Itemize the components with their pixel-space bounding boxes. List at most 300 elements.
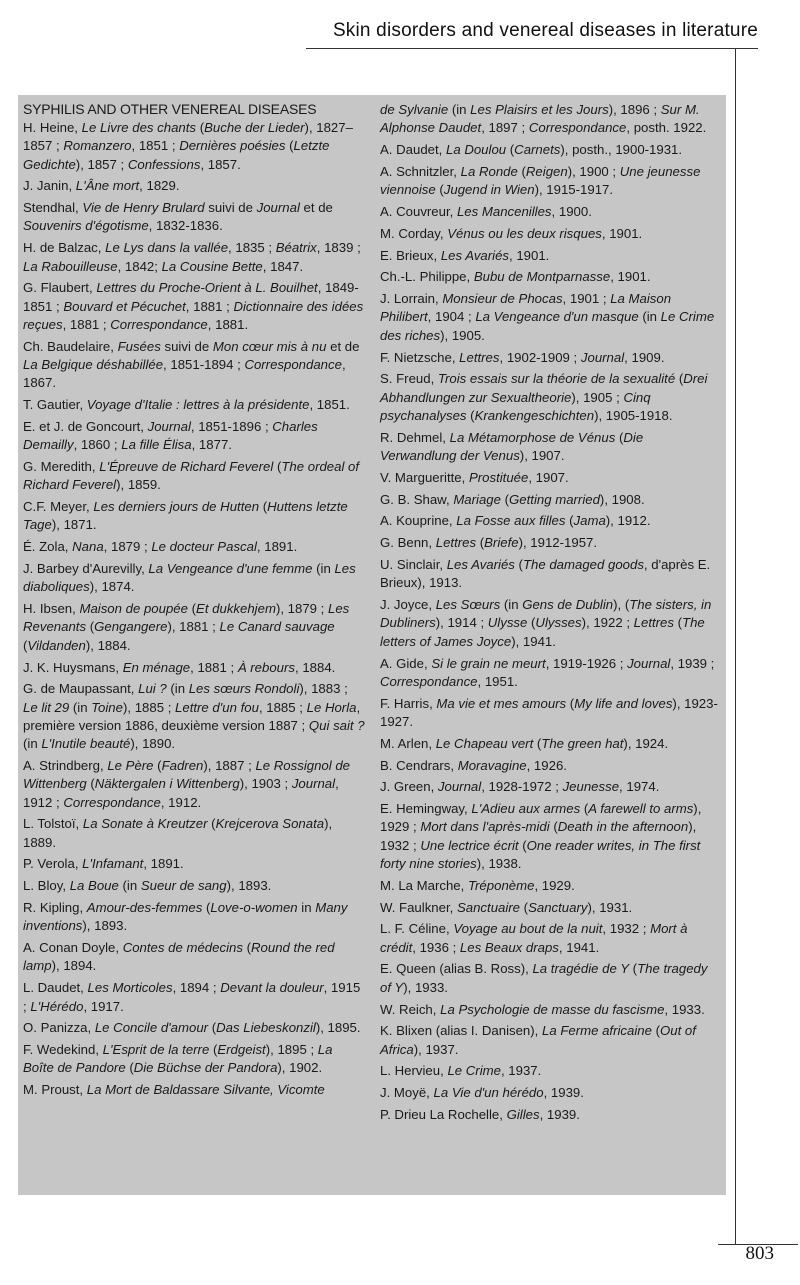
work-title: Le lit 29 [23,699,70,715]
bibliography-entry [380,778,720,796]
work-title: La Métamorphose de Vénus [449,429,616,445]
left-entry-list [23,119,365,1100]
work-title: A farewell to arms [588,801,694,817]
entry-text: , 1941. [558,939,600,955]
work-title: En ménage [122,659,191,675]
entry-author: J. Moyë, [380,1085,430,1101]
entry-author: U. Sinclair, [380,557,444,573]
entry-author: R. Kipling, [23,900,84,916]
entry-text: ( [580,801,589,817]
bibliography-entry [380,290,720,345]
work-title: Mariage [453,491,501,507]
entry-text: (in [23,736,42,752]
entry-text: , 1851-1894 ; [163,357,245,373]
bibliography-entry [380,1001,720,1019]
entry-text: , 1937. [500,1063,542,1079]
entry-text: (in [638,309,661,325]
work-title: Les Avariés [440,247,510,263]
entry-text: , 1909. [624,349,665,365]
entry-text: ( [520,899,529,915]
entry-author: E. Queen (alias B. Ross), [380,961,529,977]
entry-text: ), 1907. [519,448,565,464]
entry-text: ), 1905 ; [571,389,624,405]
bibliography-entry [380,141,720,159]
entry-text: ( [207,816,216,832]
work-title: Journal [256,200,300,216]
entry-text: , 1839 ; [316,240,361,256]
entry-text: (in [312,561,335,577]
bibliography-entry [380,534,720,552]
entry-text: , 1877. [191,437,232,453]
entry-text: , 1901. [610,269,651,285]
entry-text: ), 1912. [605,513,651,529]
entry-text: ), 1937. [413,1041,459,1057]
bibliography-entry [23,877,365,895]
bibliography-entry [23,757,365,812]
work-title: Round the red lamp [23,940,335,974]
entry-text: ( [285,138,294,154]
work-title: Gilles [506,1107,540,1123]
work-title: Many inventions [23,900,348,934]
work-title: Näktergalen i Wittenberg [94,776,240,792]
entry-text: ( [517,163,526,179]
entry-text: ), 1890. [130,736,176,752]
work-title: Lettre d'un fou [175,699,259,715]
entry-text: ), 1941. [511,633,556,649]
work-title: Letzte Gedichte [23,138,330,172]
work-title: Les Morticoles [87,980,173,996]
work-title: Correspondance [63,794,161,810]
bibliography-entry [23,600,365,655]
work-title: Trois essais sur la théorie de la sexualité [437,371,676,387]
work-title: Le Rossignol de Wittenberg [23,758,351,792]
bibliography-entry [380,757,720,775]
entry-text: ( [466,407,475,423]
entry-text: ), 1859. [116,477,161,493]
bibliography-entry [380,877,720,895]
work-title: Out of Africa [380,1023,696,1057]
work-title: Les Beaux draps [459,939,559,955]
entry-author: E. et J. de Goncourt, [23,418,144,434]
bibliography-entry [380,596,720,651]
entry-author: M. La Marche, [380,877,465,893]
work-title: Correspondance [244,357,342,373]
bibliography-entry [380,735,720,753]
entry-text: , 1860 ; [73,437,122,453]
work-title: Dictionnaire des idées reçues [23,298,364,332]
entry-author: T. Gautier, [23,397,84,413]
entry-text: , 1917. [83,998,124,1014]
entry-text: ), ( [613,597,630,613]
entry-text: ( [675,371,684,387]
entry-author: S. Freud, [380,371,435,387]
entry-text: ), 1884. [85,637,131,653]
entry-author: J. Lorrain, [380,291,439,307]
entry-text: , 1951. [477,673,518,689]
work-title: La Cousine Bette [161,258,263,274]
work-title: Charles Demailly [23,418,318,453]
entry-text: , 1835 ; [228,240,276,256]
entry-text: , première version 1886, deuxième version 1887 ; [23,699,361,733]
entry-text: , 1851. [309,397,350,413]
entry-author: H. Heine, [23,120,78,135]
entry-text: , 1842; [117,258,162,274]
work-title: La Sonate à Kreutzer [82,816,208,832]
work-title: Sueur de sang [140,878,227,894]
entry-text: ( [196,120,205,135]
bibliography-entry [380,225,720,243]
work-title: Carnets [514,142,561,158]
bibliography-entry [380,469,720,487]
entry-author: P. Drieu La Rochelle, [380,1107,503,1123]
entry-text: , 1929. [534,877,575,893]
entry-text: , 1881 ; [62,316,111,332]
bibliography-entry [23,680,365,753]
entry-author: G. Flaubert, [23,280,93,296]
entry-text: ), 1903 ; [239,776,292,792]
entry-text: , 1907. [528,469,569,485]
entry-text: ( [651,1023,661,1039]
entry-text: , 1857. [200,156,241,172]
work-title: Lettres [633,615,674,631]
entry-author: A. Kouprine, [380,513,453,529]
work-title: The letters of James Joyce [380,615,705,649]
work-title: Souvenirs d'égotisme [23,218,149,234]
work-title: Sanctuaire [456,899,521,915]
bibliography-entry [23,560,365,597]
work-title: Jama [573,513,606,529]
entry-author: H. de Balzac, [23,240,102,256]
work-title: Voyage d'Italie : lettres à la présidente [86,397,310,413]
work-title: L'Adieu aux armes [471,801,581,817]
entry-text: , 1847. [262,258,304,274]
entry-text: ), 1929 ; [380,801,702,835]
right-column [380,101,720,1128]
work-title: Journal [291,776,336,792]
entry-text: (in [166,681,189,697]
entry-text: ), 1874. [89,579,135,595]
bibliography-entry [23,119,365,174]
entry-author: E. Brieux, [380,247,438,263]
work-title: Sanctuary [528,899,588,915]
entry-text: , 1928-1972 ; [481,779,563,795]
work-title: Contes de médecins [122,940,243,956]
work-title: Reigen [525,163,568,179]
entry-text: , 1904 ; [427,309,476,325]
entry-text: ), 1922 ; [581,615,634,631]
work-title: Devant la douleur [220,980,324,996]
entry-text: ), 1923-1927. [380,695,718,729]
entry-text: suivi de [160,338,213,354]
work-title: La fille Élisa [121,437,192,453]
work-title: La Vengeance d'une femme [148,561,313,577]
entry-author: W. Reich, [380,1001,437,1017]
entry-text: , 1901. [509,247,550,263]
entry-author: A. Daudet, [380,142,443,158]
entry-text: ( [629,961,638,977]
work-title: Sur M. Alphonse Daudet [380,102,700,136]
bibliography-entry [23,1041,365,1078]
entry-author: W. Faulkner, [380,899,454,915]
entry-author: J. Barbey d'Aurevilly, [23,561,145,577]
work-title: The damaged goods [522,557,644,573]
work-title: Lettres [435,535,477,551]
bibliography-entry [380,695,720,732]
work-title: Vie de Henry Brulard [82,200,205,216]
work-title: Death in the afternoon [557,819,689,835]
running-header: Skin disorders and venereal diseases in literature [332,20,758,41]
entry-text: ), 1900 ; [567,163,620,179]
work-title: Tréponème [467,877,535,893]
bibliography-entry [380,203,720,221]
bibliography-entry [380,349,720,367]
bibliography-entry [380,268,720,286]
page-number: 803 [745,1243,774,1264]
entry-author: A. Conan Doyle, [23,940,120,956]
entry-text: , 1902-1909 ; [499,349,581,365]
work-title: Huttens letzte Tage [23,499,348,533]
margin-rule [735,48,736,1245]
entry-text: ( [125,1060,134,1076]
entry-text: ( [273,459,282,475]
entry-text: ( [476,535,485,551]
entry-text: ), 1894. [51,958,97,974]
work-title: Vénus ou les deux risques [447,225,602,241]
bibliography-entry [23,1019,365,1037]
work-title: Monsieur de Phocas [442,291,563,307]
work-title: Das Liebeskonzil [216,1020,316,1036]
entry-text: , 1919-1926 ; [545,655,628,671]
bibliography-entry [23,418,365,455]
work-title: La Ferme africaine [542,1023,652,1039]
work-title: Bouvard et Pécuchet [63,298,186,314]
entry-author: L. Daudet, [23,980,84,996]
entry-text: ), 1871. [51,517,97,533]
entry-text: ), 1914 ; [435,615,488,631]
entry-author: Ch. Baudelaire, [23,338,114,354]
work-title: Fadren [161,758,204,773]
entry-author: O. Panizza, [23,1020,92,1036]
entry-text: , 1867. [23,357,346,391]
bibliography-entry [23,498,365,535]
entry-author: R. Dehmel, [380,429,446,445]
work-title: Erdgeist [217,1042,266,1058]
entry-text: ), 1885 ; [122,699,176,715]
work-title: La Vengeance d'un masque [475,309,639,325]
left-column [23,101,365,1103]
bibliography-entry [23,939,365,976]
work-title: The tragedy of Y [380,961,708,995]
bibliography-entry [380,920,720,957]
entry-text: , 1939. [543,1085,584,1101]
header-rule [306,48,758,49]
work-title: Le Canard sauvage [219,619,335,635]
entry-author: Ch.-L. Philippe, [380,269,471,285]
work-title: My life and loves [574,695,673,711]
entry-text: , 1879 ; [103,539,152,555]
entry-text: ( [435,182,444,198]
entry-text: ( [549,819,558,835]
work-title: Jeunesse [562,779,620,795]
entry-author: G. Meredith, [23,459,96,475]
entry-text: ( [500,491,510,507]
entry-author: L. Hervieu, [380,1063,444,1079]
entry-author: F. Harris, [380,695,433,711]
section-title: SYPHILIS AND OTHER VENEREAL DISEASES [23,101,317,117]
entry-text: ), 1933. [403,979,448,995]
work-title: The sisters, in Dubliners [380,597,712,631]
entry-text: , 1891. [143,856,184,872]
entry-text: ), 1895 ; [265,1042,318,1058]
work-title: Les Revenants [23,601,350,635]
entry-text: , 1894 ; [172,980,221,996]
work-title: Krankengeschichten [474,407,595,423]
bibliography-entry [23,279,365,334]
work-title: Le Lys dans la vallée [105,240,229,256]
work-title: Romanzero [63,138,132,154]
work-title: Ulysse [487,615,528,631]
entry-author: F. Nietzsche, [380,349,456,365]
bibliography-entry [23,199,365,236]
entry-text: , 1939. [539,1107,580,1123]
entry-author: Stendhal, [23,200,79,216]
work-title: Toine [91,699,123,715]
entry-text: ( [615,429,624,445]
work-title: The green hat [541,735,624,751]
bibliography-entry [23,338,365,393]
work-title: Si le grain ne meurt [431,655,546,671]
entry-text: (in [69,699,92,715]
work-title: Lettres [459,349,500,365]
entry-text: ), 1924. [623,735,669,751]
entry-text: suivi de [204,200,257,216]
entry-text: , 1832-1836. [148,218,223,234]
work-title: Journal [580,349,625,365]
work-title: La Fosse aux filles [456,513,566,529]
entry-author: L. Tolstoï, [23,816,80,832]
entry-text: ), 1932 ; [380,819,697,853]
work-title: Confessions [127,156,201,172]
work-title: Mort à crédit [380,921,688,955]
entry-text: ( [506,142,515,158]
entry-text: , 1851-1896 ; [190,418,273,434]
work-title: Maison de poupée [79,601,188,617]
entry-text: , 1936 ; [412,939,460,955]
entry-text: ( [527,615,536,631]
bibliography-entry [380,556,720,593]
entry-author: J. K. Huysmans, [23,659,120,675]
work-title: Les Avariés [446,557,515,573]
work-title: L'Épreuve de Richard Feverel [99,459,274,475]
work-title: Lui ? [138,681,167,697]
work-title: Le Livre des chants [81,120,197,135]
bibliography-entry [23,239,365,276]
entry-text: , 1974. [619,779,660,795]
entry-author: J. Joyce, [380,597,433,613]
entry-text: ), 1905-1918. [594,407,673,423]
entry-author: É. Zola, [23,539,69,555]
work-title: La Boîte de Pandore [23,1042,333,1076]
entry-text: , 1884. [295,659,336,675]
work-title: Nana [72,539,104,555]
bibliography-entry [23,1081,365,1099]
entry-author: A. Strindberg, [23,758,104,773]
entry-author: P. Verola, [23,856,79,872]
work-title: Love-o-women [210,900,298,916]
work-title: Fusées [117,338,161,354]
bibliography-entry [23,979,365,1016]
work-title: La Boue [69,878,119,894]
work-title: L'Âne mort [75,178,140,194]
work-title: The ordeal of Richard Feverel [23,459,360,493]
entry-text: , 1912. [160,794,202,810]
entry-text: , 1881 ; [185,298,234,314]
entry-text: , 1897 ; [481,120,529,136]
entry-author: G. Benn, [380,535,433,551]
entry-text: , posth. 1922. [626,120,707,136]
work-title: L'Inutile beauté [41,736,131,752]
entry-author: B. Cendrars, [380,757,455,773]
entry-text: ), 1931. [587,899,633,915]
work-title: L'Hérédo [30,998,84,1014]
bibliography-entry [380,370,720,425]
work-title: Moravagine [457,757,527,773]
entry-text: ), 1915-1917. [534,182,614,198]
entry-text: ( [565,513,574,529]
entry-text: , 1885 ; [258,699,307,715]
bibliography-entry [380,800,720,873]
entry-text: , 1829. [139,178,180,194]
entry-text: ), 1912-1957. [518,535,598,551]
entry-text: , 1912 ; [23,776,339,810]
entry-text: et de [326,338,360,354]
work-title: Buche der Lieder [204,120,305,135]
entry-text: , 1901. [601,225,643,241]
work-title: L'Esprit de la terre [102,1042,210,1058]
entry-text: , 1849-1851 ; [23,280,359,314]
entry-text: ), 1881 ; [167,619,220,635]
work-title: La Mort de Baldassare Silvante, Vicomte [86,1082,325,1098]
work-title: La Vie d'un hérédo [433,1085,544,1101]
bibliography-entry [380,1106,720,1124]
entry-author: V. Margueritte, [380,469,466,485]
work-title: Les Sœurs [435,597,501,613]
entry-text: ), 1908. [599,491,645,507]
work-title: La Belgique déshabillée [23,357,164,373]
entry-text: ( [533,735,542,751]
entry-text: ( [86,619,95,635]
entry-text: , 1901 ; [562,291,611,307]
work-title: de Sylvanie [380,102,449,117]
entry-author: A. Couvreur, [380,203,454,219]
bibliography-entry [23,899,365,936]
entry-text: ), 1893. [226,878,272,894]
entry-text: ), 1902. [277,1060,323,1076]
entry-text: (in [448,102,471,117]
work-title: Cinq psychanalyses [380,389,651,423]
entry-author: K. Blixen (alias I. Danisen), [380,1023,539,1039]
work-title: Le Crime des riches [380,309,715,343]
work-title: La Ronde [460,163,518,179]
bibliography-entry [23,458,365,495]
work-title: La tragédie de Y [532,961,630,977]
work-title: Dernières poésies [179,138,286,154]
work-title: Les sœurs Rondoli [188,681,300,697]
bibliography-entry [380,512,720,530]
entry-text: , 1915 ; [23,980,361,1014]
entry-text: (in [500,597,523,613]
work-title: Journal [627,655,671,671]
